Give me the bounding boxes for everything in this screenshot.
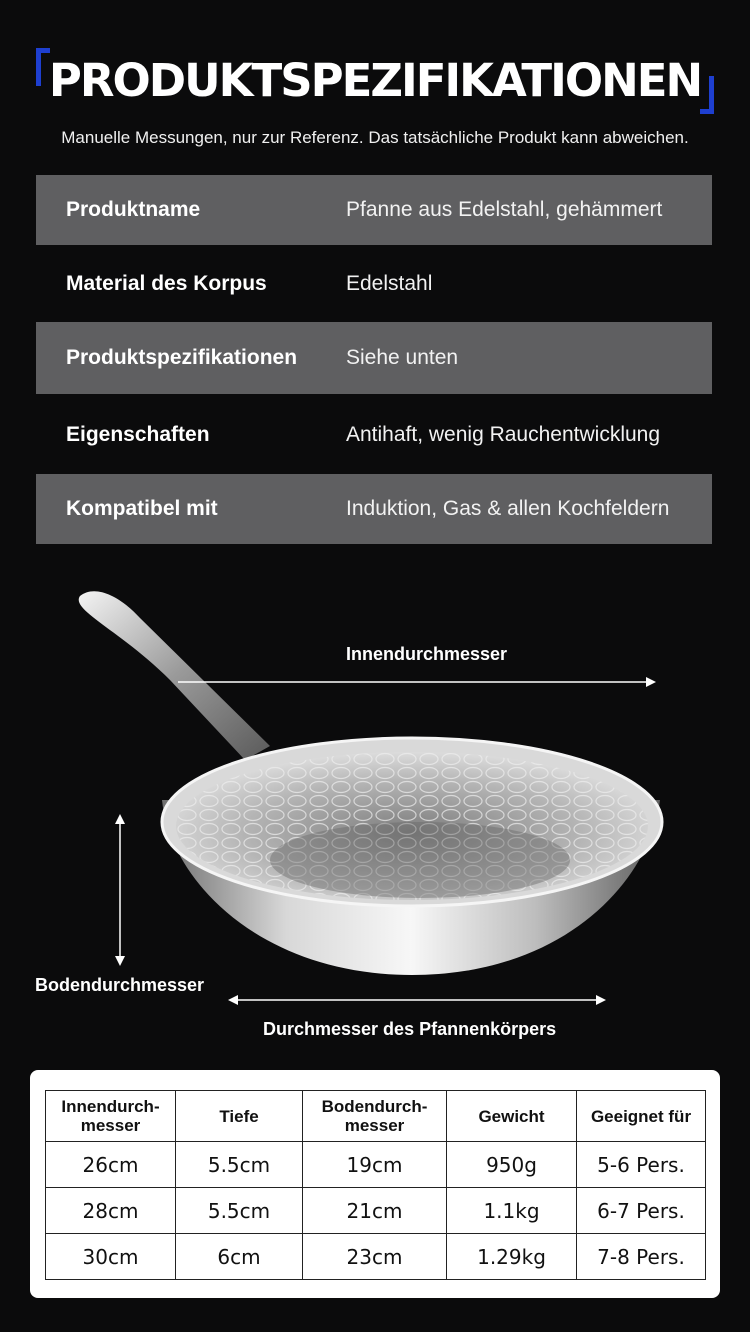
table-cell: 30cm [46, 1234, 176, 1280]
table-cell: 5.5cm [176, 1188, 303, 1234]
spec-row-specifications [36, 322, 712, 394]
column-header: Innendurch- messer [46, 1091, 176, 1142]
spec-label: Kompatibel mit [66, 497, 218, 520]
column-header: Geeignet für [577, 1091, 706, 1142]
pan-floor [270, 822, 570, 898]
table-cell: 1.1kg [447, 1188, 577, 1234]
table-header-row [46, 1091, 706, 1142]
body-diameter-label: Durchmesser des Pfannenkörpers [263, 1019, 557, 1039]
arrowhead-right [646, 677, 656, 687]
spec-row-material [36, 249, 712, 319]
spec-label: Material des Korpus [66, 272, 267, 295]
arrowhead-down [115, 956, 125, 966]
arrowhead-up [115, 814, 125, 824]
size-table [45, 1090, 706, 1280]
column-header: Gewicht [447, 1091, 577, 1142]
table-cell: 21cm [303, 1188, 447, 1234]
inner-diameter-label: Innendurchmesser [346, 644, 508, 664]
spec-value: Edelstahl [346, 272, 433, 295]
spec-row-product-name [36, 175, 712, 245]
table-cell: 23cm [303, 1234, 447, 1280]
table-cell: 6cm [176, 1234, 303, 1280]
table-cell: 1.29kg [447, 1234, 577, 1280]
arrowhead-right [596, 995, 606, 1005]
spec-label: Produktspezifikationen [66, 346, 298, 369]
bracket-right-decoration [700, 76, 714, 114]
page-subtitle: Manuelle Messungen, nur zur Referenz. Das tatsächliche Produkt kann abweichen. [61, 128, 689, 147]
spec-value: Pfanne aus Edelstahl, gehämmert [346, 198, 663, 221]
column-header: Tiefe [176, 1091, 303, 1142]
spec-row-compatible [36, 474, 712, 544]
spec-label: Produktname [66, 198, 201, 221]
title-area [0, 48, 750, 118]
spec-value: Siehe unten [346, 346, 459, 369]
table-cell: 7-8 Pers. [577, 1234, 706, 1280]
bottom-diameter-label: Bodendurchmesser [35, 975, 205, 995]
table-cell: 950g [447, 1142, 577, 1188]
spec-value: Induktion, Gas & allen Kochfeldern [346, 497, 670, 520]
table-cell: 5-6 Pers. [577, 1142, 706, 1188]
page-title: PRODUKTSPEZIFIKATIONEN [48, 54, 702, 107]
arrowhead-left [228, 995, 238, 1005]
spec-label: Eigenschaften [66, 423, 210, 446]
spec-value: Antihaft, wenig Rauchentwicklung [346, 423, 661, 446]
table-cell: 28cm [46, 1188, 176, 1234]
table-row [46, 1142, 706, 1188]
table-cell: 19cm [303, 1142, 447, 1188]
table-cell: 6-7 Pers. [577, 1188, 706, 1234]
spec-row-properties [36, 400, 712, 470]
table-row [46, 1234, 706, 1280]
column-header: Bodendurch- messer [303, 1091, 447, 1142]
size-table-card [30, 1070, 720, 1298]
table-cell: 5.5cm [176, 1142, 303, 1188]
table-row [46, 1188, 706, 1234]
pan-handle [79, 591, 270, 760]
table-cell: 26cm [46, 1142, 176, 1188]
